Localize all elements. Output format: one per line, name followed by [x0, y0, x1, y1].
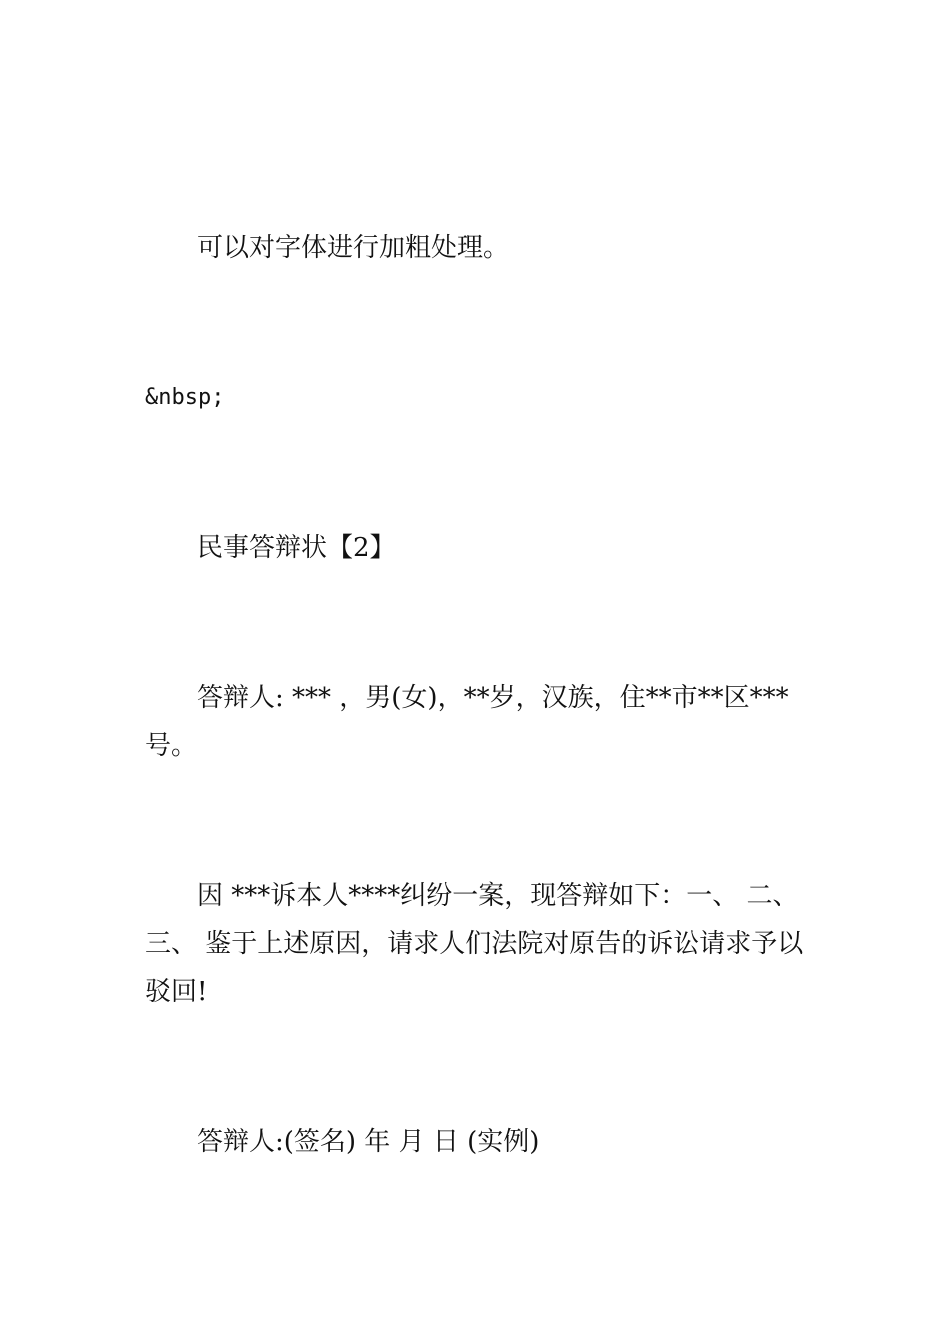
- paragraph-defense-body: 因 ***诉本人****纠纷一案，现答辩如下：一、 二、三、 鉴于上述原因，请求人们法院对原告的诉讼请求予以驳回!: [145, 881, 804, 1007]
- paragraph-nbsp-literal: &nbsp;: [145, 385, 225, 410]
- paragraph-bold-note: 可以对字体进行加粗处理。: [197, 233, 510, 263]
- paragraph-respondent-info: 答辩人: *** ，男(女)，**岁，汉族，住**市**区***号。: [145, 683, 789, 761]
- paragraph-title: 民事答辩状【2】: [197, 533, 396, 563]
- paragraph-signature-line: 答辩人:(签名) 年 月 日 (实例): [197, 1127, 540, 1157]
